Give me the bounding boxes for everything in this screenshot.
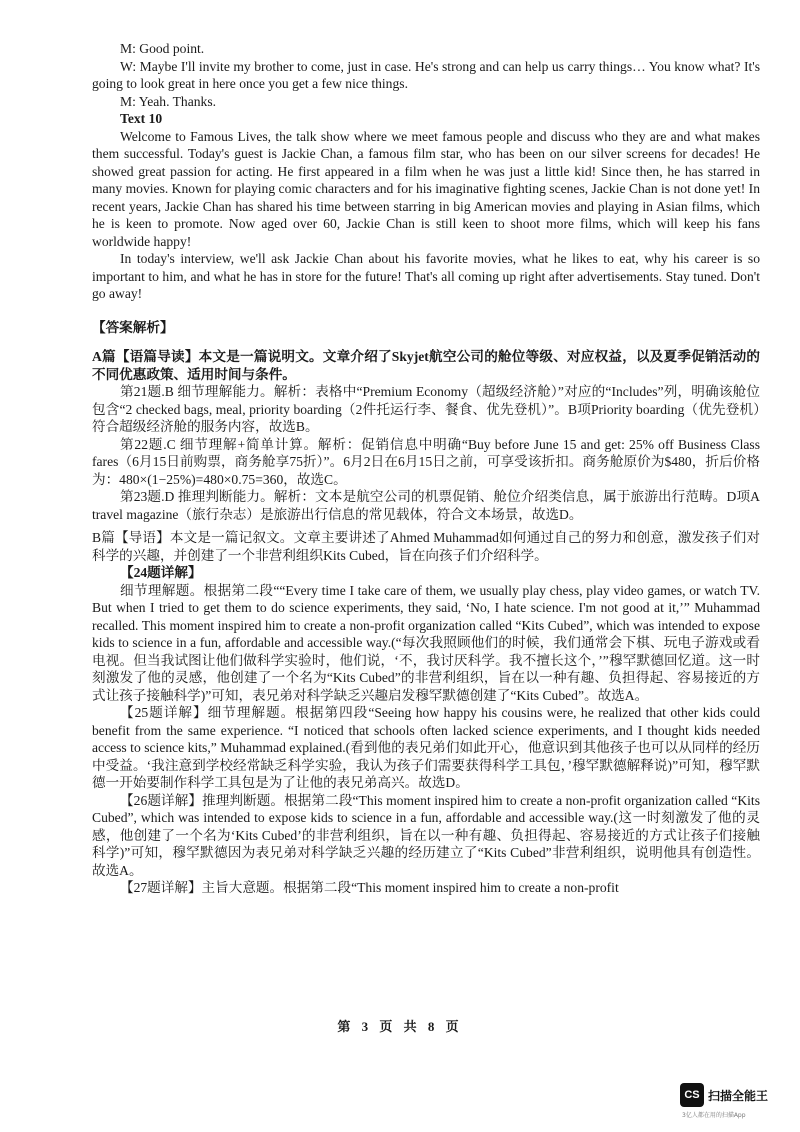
section-a-q22: 第22题.C 细节理解+简单计算。解析：促销信息中明确“Buy before June 15 and get: 25% off Business Class fares（6月15日前购票，商务舱享75折）”。6月2日在6月15日之前，可享受该折扣。商务舱原价为$480，折后价格为：480×(1−25%)=480×0.75=360，故选C。	[92, 436, 760, 487]
dialogue-line-w1: W: Maybe I'll invite my brother to come, just in case. He's strong and can help us carry things… You know what? It's going to look great in here once you get a few nice things.	[92, 58, 760, 91]
scanner-watermark	[680, 1083, 798, 1123]
scanner-tagline: 3亿人都在用的扫描App	[682, 1112, 746, 1119]
section-b-q24: 细节理解题。根据第二段““Every time I take care of them, we usually play chess, play video games, or watch TV. But when I tried to get them to do science experiments, they said, ‘No, I hate science. I'm not good at it,’” Muhammad recalled. This moment inspired him to create a non-profit organization called “Kits Cubed”, which was intended to expose kids to science in a fun, affordable and accessible way.(“每次我照顾他们的时候，我们通常会下棋、玩电子游戏或看电视。但当我试图让他们做科学实验时，他们说，‘不，我讨厌科学。我不擅长这个，’”穆罕默德回忆道。这一时刻激发了他的灵感，他创建了一个名为“Kits Cubed”的非营利组织，旨在以一种有趣、负担得起、容易接近的方式让孩子接触科学)”可知，表兄弟对科学缺乏兴趣启发穆罕默德创建了“Kits Cubed”。故选A。	[92, 582, 760, 703]
section-b-q26: 【26题详解】推理判断题。根据第二段“This moment inspired him to create a non-profit organization called “Kits Cubed”, which was intended to expose kids to science in a fun, affordable and accessible way.(这一时刻激发了他的灵感，他创建了一个名为‘Kits Cubed’的非营利组织，旨在以一种有趣、负担得起、容易接近的方式让孩子们接触科学)”可知，穆罕默德因为表兄弟对科学缺乏兴趣的经历建立了“Kits Cubed”非营利组织，说明他具有创造性。故选A。	[92, 792, 760, 878]
section-b-intro: B篇【导语】本文是一篇记叙文。文章主要讲述了Ahmed Muhammad如何通过自己的努力和创意，激发孩子们对科学的兴趣，并创建了一个非营利组织Kits Cubed，旨在向孩子们介绍科学。	[92, 530, 760, 563]
dialogue-line-m2: M: Yeah. Thanks.	[120, 93, 217, 109]
section-a-q23: 第23题.D 推理判断能力。解析：文本是航空公司的机票促销、舱位介绍类信息，属于旅游出行范畴。D项A travel magazine（旅行杂志）是旅游出行信息的常见载体，符合文本场景，故选D。	[92, 489, 760, 522]
text10-paragraph-2: In today's interview, we'll ask Jackie Chan about his favorite movies, what he likes to eat, why his career is so important to him, and what he has in store for the future! That's all coming up right after advertisements. Stay tuned. Don't go away!	[92, 251, 760, 301]
section-a-q21: 第21题.B 细节理解能力。解析：表格中“Premium Economy（超级经济舱）”对应的“Includes”列，明确该舱位包含“2 checked bags, meal, priority boarding（2件托运行李、餐食、优先登机）”。B项Priority boarding（优先登机）符合超级经济舱的服务内容，故选B。	[92, 384, 760, 434]
page-number-footer: 第 3 页 共 8 页	[337, 1019, 463, 1034]
text10-heading: Text 10	[120, 111, 163, 126]
camscanner-logo-icon: CS	[680, 1083, 704, 1107]
dialogue-line-m1: M: Good point.	[120, 41, 205, 56]
section-b-q27: 【27题详解】主旨大意题。根据第二段“This moment inspired him to create a non-profit	[120, 880, 619, 895]
text10-paragraph-1: Welcome to Famous Lives, the talk show where we meet famous people and discuss who they are and what makes them successful. Today's guest is Jackie Chan, a famous film star, who has been on our silver screens for decades! He showed great passion for acting. He first appeared in a film when he was just a little kid! Since then, he has starred in many movies. Known for playing comic characters and for his imaginative fighting scenes, Jackie Chan is not done yet! In recent years, Jackie Chan has shared his time between starring in big American movies and playing in Asian films, which he is keen to promote. Now aged over 60, Jackie Chan is still keen to shoot more films, which will keep his fans worldwide happy!	[92, 128, 760, 249]
section-b-q24-label: 【24题详解】	[120, 565, 202, 580]
scanner-app-name: 扫描全能王	[708, 1088, 769, 1103]
page-content	[92, 40, 760, 897]
section-b-q25: 【25题详解】细节理解题。根据第四段“Seeing how happy his cousins were, he realized that other kids could benefit from the same experience. “I noticed that schools often lacked science experiments, and I thought kids needed access to science kits,” Muhammad explained.(看到他的表兄弟们如此开心，他意识到其他孩子也可以从同样的经历中受益。‘我注意到学校经常缺乏科学实验，我认为孩子们需要获得科学工具包，’穆罕默德解释说)”可知，穆罕默德一开始要制作科学工具包是为了让他的表兄弟高兴。故选D。	[92, 705, 760, 790]
section-a-intro: A篇【语篇导读】本文是一篇说明文。文章介绍了Skyjet航空公司的舱位等级、对应权益，以及夏季促销活动的不同优惠政策、适用时间与条件。	[92, 349, 760, 382]
answer-section-header: 【答案解析】	[92, 319, 174, 335]
